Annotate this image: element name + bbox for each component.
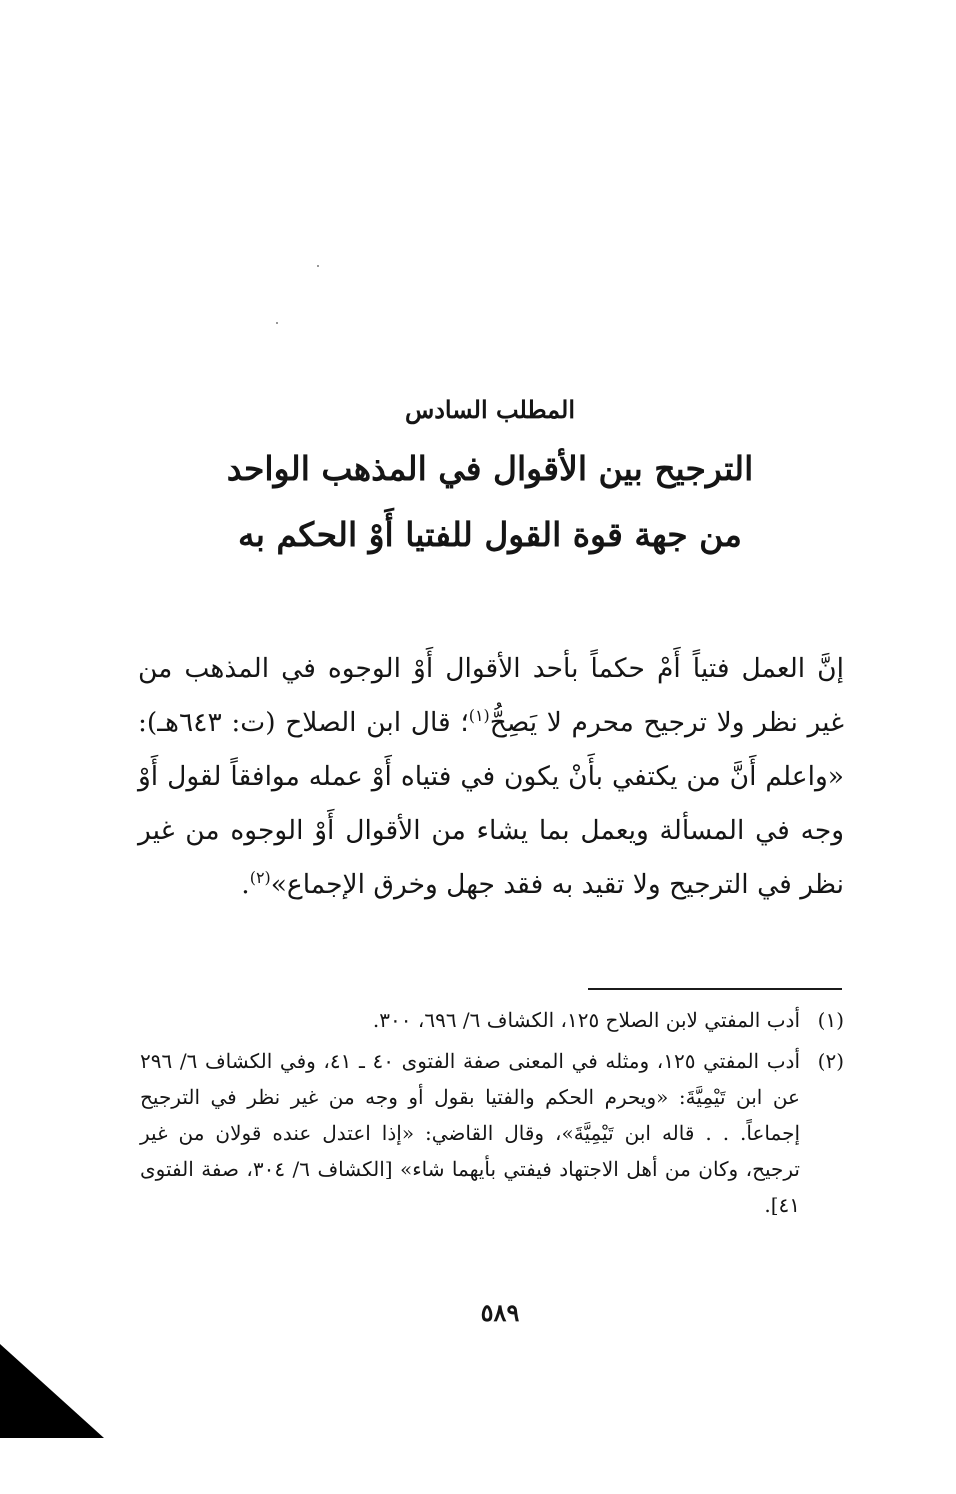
footnote-text: أدب المفتي لابن الصلاح ١٢٥، الكشاف ٦/ ٦٩٦، ٣٠٠. bbox=[372, 1008, 800, 1032]
body-text-part-1: إنَّ العمل فتياً أَمْ حكماً بأحد الأقوال أَوْ الوجوه في المذهب من غير نظر ولا ترجيح محرم لا يَصِحُّ bbox=[138, 653, 844, 738]
section-title-line-1: الترجيح بين الأقوال في المذهب الواحد bbox=[226, 449, 754, 488]
footnote-number: (١) bbox=[817, 1008, 844, 1032]
section-title-line-2: من جهة قوة القول للفتيا أَوْ الحكم به bbox=[238, 515, 742, 554]
page-number: ٥٨٩ bbox=[480, 1298, 520, 1327]
footnote-2 bbox=[140, 1043, 844, 1223]
footnote-text: أدب المفتي ١٢٥، ومثله في المعنى صفة الفتوى ٤٠ ـ ٤١، وفي الكشاف ٦/ ٢٩٦ عن ابن تَيْمِيَّةَ: «ويحرم الحكم والفتيا بقول أو وجه من غير نظر في الترجيح إجماعاً. . . قاله ابن تَيْمِيَّةَ»، وقال القاضي: «إذا اعتدل عنده قولان من غير ترجيح، وكان من أهل الاجتهاد فيفتي بأيهما شاء» [الكشاف ٦/ ٣٠٤، صفة الفتوى ٤١]. bbox=[140, 1049, 801, 1217]
body-text-part-2: ؛ قال ابن الصلاح (ت: ٦٤٣هـ): «واعلم أَنَّ من يكتفي بأَنْ يكون في فتياه أَوْ عمله موافقاً لقول أَوْ وجه في المسألة ويعمل بما يشاء من الأقوال أَوْ الوجوه من غير نظر في الترجيح ولا تقيد به فقد جهل وخرق الإجماع» bbox=[138, 707, 844, 900]
footnote-number: (٢) bbox=[817, 1049, 844, 1073]
body-text-part-3: . bbox=[241, 869, 250, 900]
section-label: المطلب السادس bbox=[404, 395, 576, 424]
scan-speck bbox=[317, 265, 319, 267]
footnote-reference-2: (٢) bbox=[249, 868, 271, 888]
footnote-divider bbox=[588, 988, 842, 990]
body-paragraph bbox=[138, 642, 844, 912]
section-title bbox=[140, 436, 840, 568]
footnotes bbox=[140, 1002, 844, 1228]
scan-speck bbox=[276, 322, 278, 324]
corner-triangle-mark bbox=[0, 1344, 104, 1438]
footnote-reference-1: (١) bbox=[468, 706, 490, 726]
footnote-1 bbox=[140, 1002, 844, 1038]
